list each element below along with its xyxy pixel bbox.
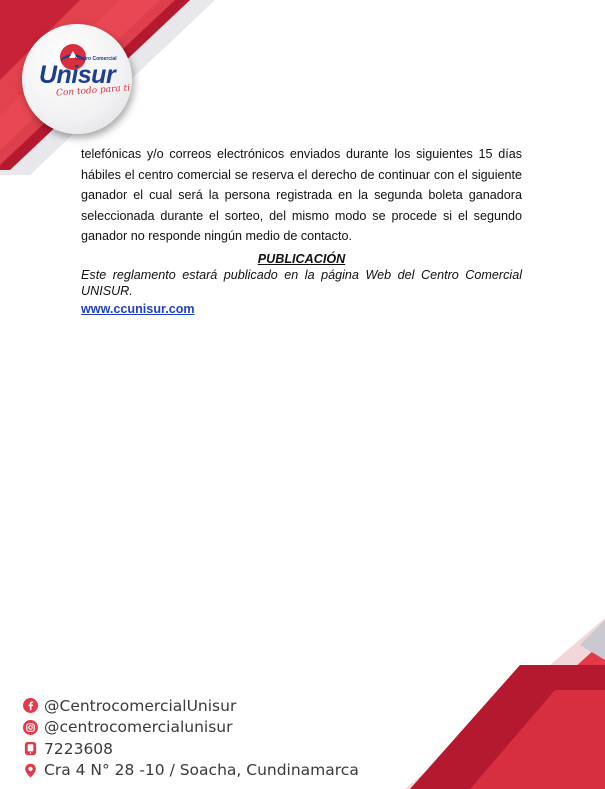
facebook-icon <box>23 698 38 713</box>
facebook-handle: @CentrocomercialUnisur <box>44 696 237 715</box>
contact-row-facebook <box>23 695 359 716</box>
unisur-logo <box>22 24 132 134</box>
publication-text: Este reglamento estará publicado en la página Web del Centro Comercial UNISUR. <box>81 268 522 298</box>
contact-row-instagram <box>23 717 359 738</box>
instagram-icon <box>23 720 38 735</box>
body-paragraph: telefónicas y/o correos electrónicos enviados durante los siguientes 15 días hábiles el centro comercial se reserva el derecho de continuar con el siguiente ganador el cual será la persona registrada en la segunda boleta ganadora seleccionada durante el sorteo, del mismo modo se procede si el segundo ganador no responde ningún medio de contacto. <box>81 147 522 243</box>
logo-brand-name: Unisur <box>39 61 116 89</box>
section-title-publicacion: PUBLICACIÓN <box>257 252 346 266</box>
contact-row-address <box>23 760 359 781</box>
logo-small-label: Centro Comercial <box>75 56 117 62</box>
logo-tagline: Con todo para ti <box>55 83 131 99</box>
phone-number: 7223608 <box>44 739 114 758</box>
contact-row-phone <box>23 738 359 759</box>
phone-icon <box>23 741 38 756</box>
instagram-handle: @centrocomercialunisur <box>44 718 233 736</box>
footer-contacts <box>23 695 359 781</box>
website-link[interactable]: www.ccunisur.com <box>81 302 195 316</box>
address-text: Cra 4 N° 28 -10 / Soacha, Cundinamarca <box>44 761 359 779</box>
location-pin-icon <box>23 763 38 778</box>
